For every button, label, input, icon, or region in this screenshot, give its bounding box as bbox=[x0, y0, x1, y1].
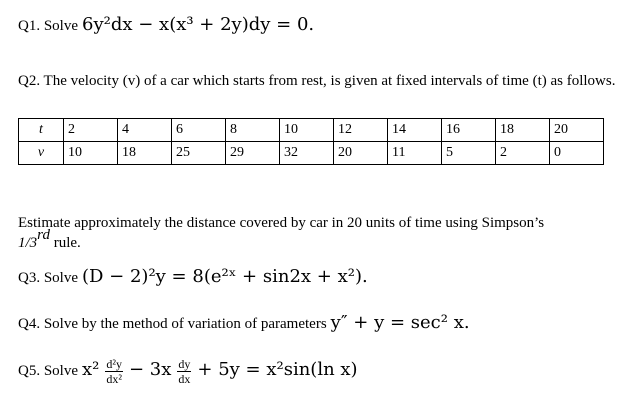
table-cell: 2 bbox=[64, 119, 118, 142]
table-row-label: v bbox=[19, 142, 64, 165]
q1-label: Q1. Solve bbox=[18, 18, 78, 34]
table-cell: 4 bbox=[118, 119, 172, 142]
table-row-t bbox=[19, 119, 604, 142]
table-cell: 14 bbox=[388, 119, 442, 142]
q4-equation: y″ + y = sec² x. bbox=[330, 312, 470, 333]
question-3 bbox=[18, 266, 368, 287]
rule-word: rule. bbox=[53, 235, 81, 251]
table-row-v bbox=[19, 142, 604, 165]
task-text: Estimate approximately the distance covered by car in 20 units of time using Simpson’s bbox=[18, 215, 545, 231]
question-2: Q2. The velocity (v) of a car which starts from rest, is given at fixed intervals of time (t) as follows. bbox=[18, 73, 616, 89]
table-cell: 20 bbox=[550, 119, 604, 142]
table-cell: 11 bbox=[388, 142, 442, 165]
d2y-dx2-fraction bbox=[105, 357, 123, 386]
table-cell: 10 bbox=[64, 142, 118, 165]
q3-label: Q3. Solve bbox=[18, 270, 78, 286]
fraction-denominator: dx bbox=[178, 372, 191, 386]
fraction-denominator: dx² bbox=[106, 372, 122, 386]
table-cell: 25 bbox=[172, 142, 226, 165]
table-cell: 20 bbox=[334, 142, 388, 165]
dy-dx-fraction bbox=[177, 357, 191, 386]
table-cell: 6 bbox=[172, 119, 226, 142]
table-row-label: t bbox=[19, 119, 64, 142]
table-cell: 2 bbox=[496, 142, 550, 165]
q5-minus-coef: − 3x bbox=[128, 359, 172, 381]
fraction-numerator: d²y bbox=[106, 357, 122, 371]
rule-fraction: 1/3 bbox=[18, 235, 38, 251]
fraction-numerator: dy bbox=[178, 357, 191, 371]
q1-equation: 6y²dx − x(x³ + 2y)dy = 0. bbox=[82, 14, 315, 35]
q3-equation: (D − 2)²y = 8(e²ˣ + sin2x + x²). bbox=[82, 266, 368, 287]
q4-label: Q4. Solve by the method of variation of parameters bbox=[18, 316, 327, 332]
table-cell: 12 bbox=[334, 119, 388, 142]
table-cell: 5 bbox=[442, 142, 496, 165]
table-cell: 29 bbox=[226, 142, 280, 165]
q5-rest: + 5y = x²sin(ln x) bbox=[197, 359, 358, 381]
question-1 bbox=[18, 14, 314, 35]
rule-suffix: rd bbox=[37, 226, 50, 243]
table-cell: 8 bbox=[226, 119, 280, 142]
table-cell: 18 bbox=[496, 119, 550, 142]
question-5 bbox=[18, 357, 358, 386]
table-cell: 16 bbox=[442, 119, 496, 142]
table-cell: 0 bbox=[550, 142, 604, 165]
table-cell: 10 bbox=[280, 119, 334, 142]
simpson-task bbox=[18, 213, 618, 253]
velocity-table bbox=[18, 118, 604, 165]
q5-lhs-coef: x² bbox=[82, 359, 100, 381]
table-cell: 32 bbox=[280, 142, 334, 165]
q5-label: Q5. Solve bbox=[18, 363, 78, 380]
table-cell: 18 bbox=[118, 142, 172, 165]
question-4 bbox=[18, 312, 470, 333]
